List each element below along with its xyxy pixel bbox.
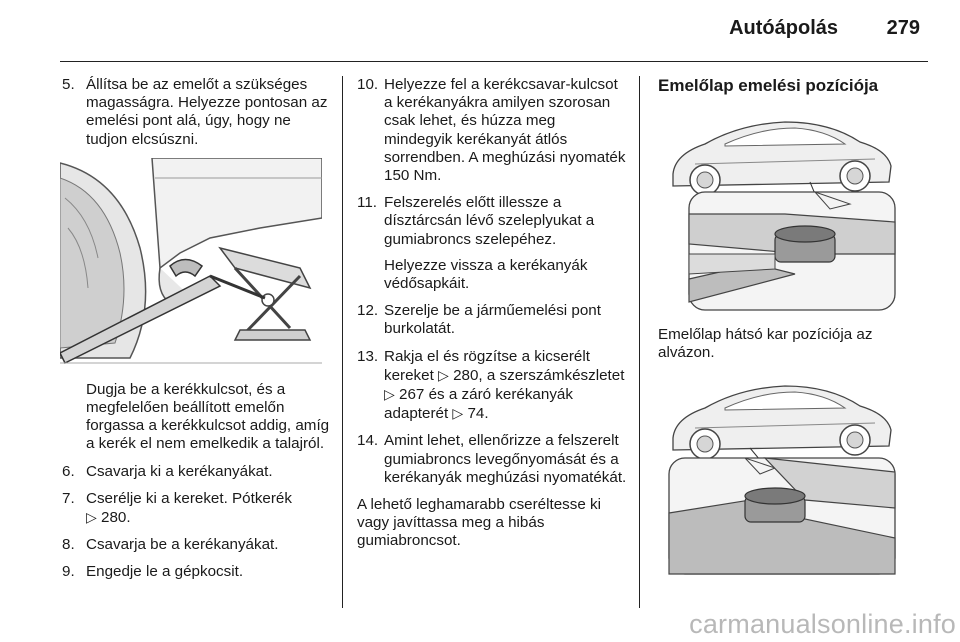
page-title: Autóápolás [729,17,838,39]
step-12 [357,302,627,338]
step-number: 5. [62,76,75,93]
step-6 [62,463,330,481]
column-1 [62,76,330,591]
step-text: Engedje le a gépkocsit. [86,563,244,581]
front-lift-point-illustration [665,104,897,314]
rear-lift-point-illustration [665,368,897,578]
column-3 [658,76,930,590]
step-number: 7. [62,489,75,507]
step-text: Csavarja ki a kerékanyákat. [86,462,273,480]
figure-caption: Emelőlap hátsó kar pozíciója az alvázon. [658,326,873,362]
step-number: 14. [357,432,379,450]
column-divider-1 [342,76,343,608]
step-5-continuation: Dugja be a kerékkulcsot, és a megfelelően beállított emelőn forgassa a kerékkulcsot addig, amíg a kerék el nem emelkedik a talajról. [86,380,330,453]
step-9 [62,563,330,581]
step-10 [357,76,627,185]
step-text: Felszerelés előtt illessze a dísztárcsán lévő szeleplyukat a gumiabroncs szelepéhez. [384,194,595,248]
step-text: Csavarja be a kerékanyákat. [86,536,279,554]
step-5 [62,76,330,149]
step-8 [62,536,330,554]
step-text: Amint lehet, ellenőrizze a felszerelt gumiabroncs levegőnyomását és a kerékanyák meghúzási nyomatékát. [384,432,627,486]
reference-arrow-icon: ▷ [86,509,97,526]
watermark: carmanualsonline.info [689,609,956,639]
step-text: Szerelje be a járműemelési pont burkolatát. [384,302,601,338]
reference-arrow-icon: ▷ [438,366,449,383]
page-number: 279 [886,17,920,39]
step-number: 8. [62,536,75,554]
step-text: Cserélje ki a kereket. Pótkerék [86,489,292,507]
step-number: 10. [357,76,379,93]
page-reference[interactable]: 74. [467,405,489,423]
jack-illustration [60,158,322,366]
note-paragraph: A lehető leghamarabb cseréltesse ki vagy javíttassa meg a hibás gumiabroncsot. [357,496,601,550]
column-divider-2 [639,76,640,608]
step-text: szerszámkészletet [499,366,625,384]
step-number: 6. [62,462,75,480]
step-text: Állítsa be az emelőt a szükséges magasságra. Helyezze pontosan az emelési pont alá, úgy, hogy ne tudjon elcsúszni. [86,76,328,148]
column-2 [357,76,627,551]
step-text: záró kerékanyák adapterét [384,386,573,423]
section-title: Emelőlap emelési pozíciója [658,76,879,95]
step-number: 11. [357,194,377,212]
reference-arrow-icon: ▷ [384,386,395,403]
step-number: 12. [357,302,379,320]
reference-arrow-icon: ▷ [452,405,464,422]
page-reference[interactable]: 267 és a [399,386,458,404]
page-reference[interactable]: 280, a [453,366,496,384]
page-header [60,0,928,62]
step-number: 13. [357,347,379,365]
step-7 [62,490,330,527]
step-13 [357,348,627,424]
step-14 [357,432,627,487]
step-subtext: Helyezze vissza a kerékanyák védősapkáit. [384,256,588,293]
step-11 [357,194,627,293]
step-number: 9. [62,563,75,581]
step-text: Helyezze fel a kerékcsavar-kulcsot a kerékanyákra amilyen szorosan csak lehet, és húzza meg mindegyik kerékanyát átlós sorrendben. A meghúzási nyomaték 150 Nm. [384,76,626,185]
page-reference[interactable]: 280. [101,509,131,527]
step-text: Rakja el és rögzítse a kicserélt kereket [384,347,590,384]
